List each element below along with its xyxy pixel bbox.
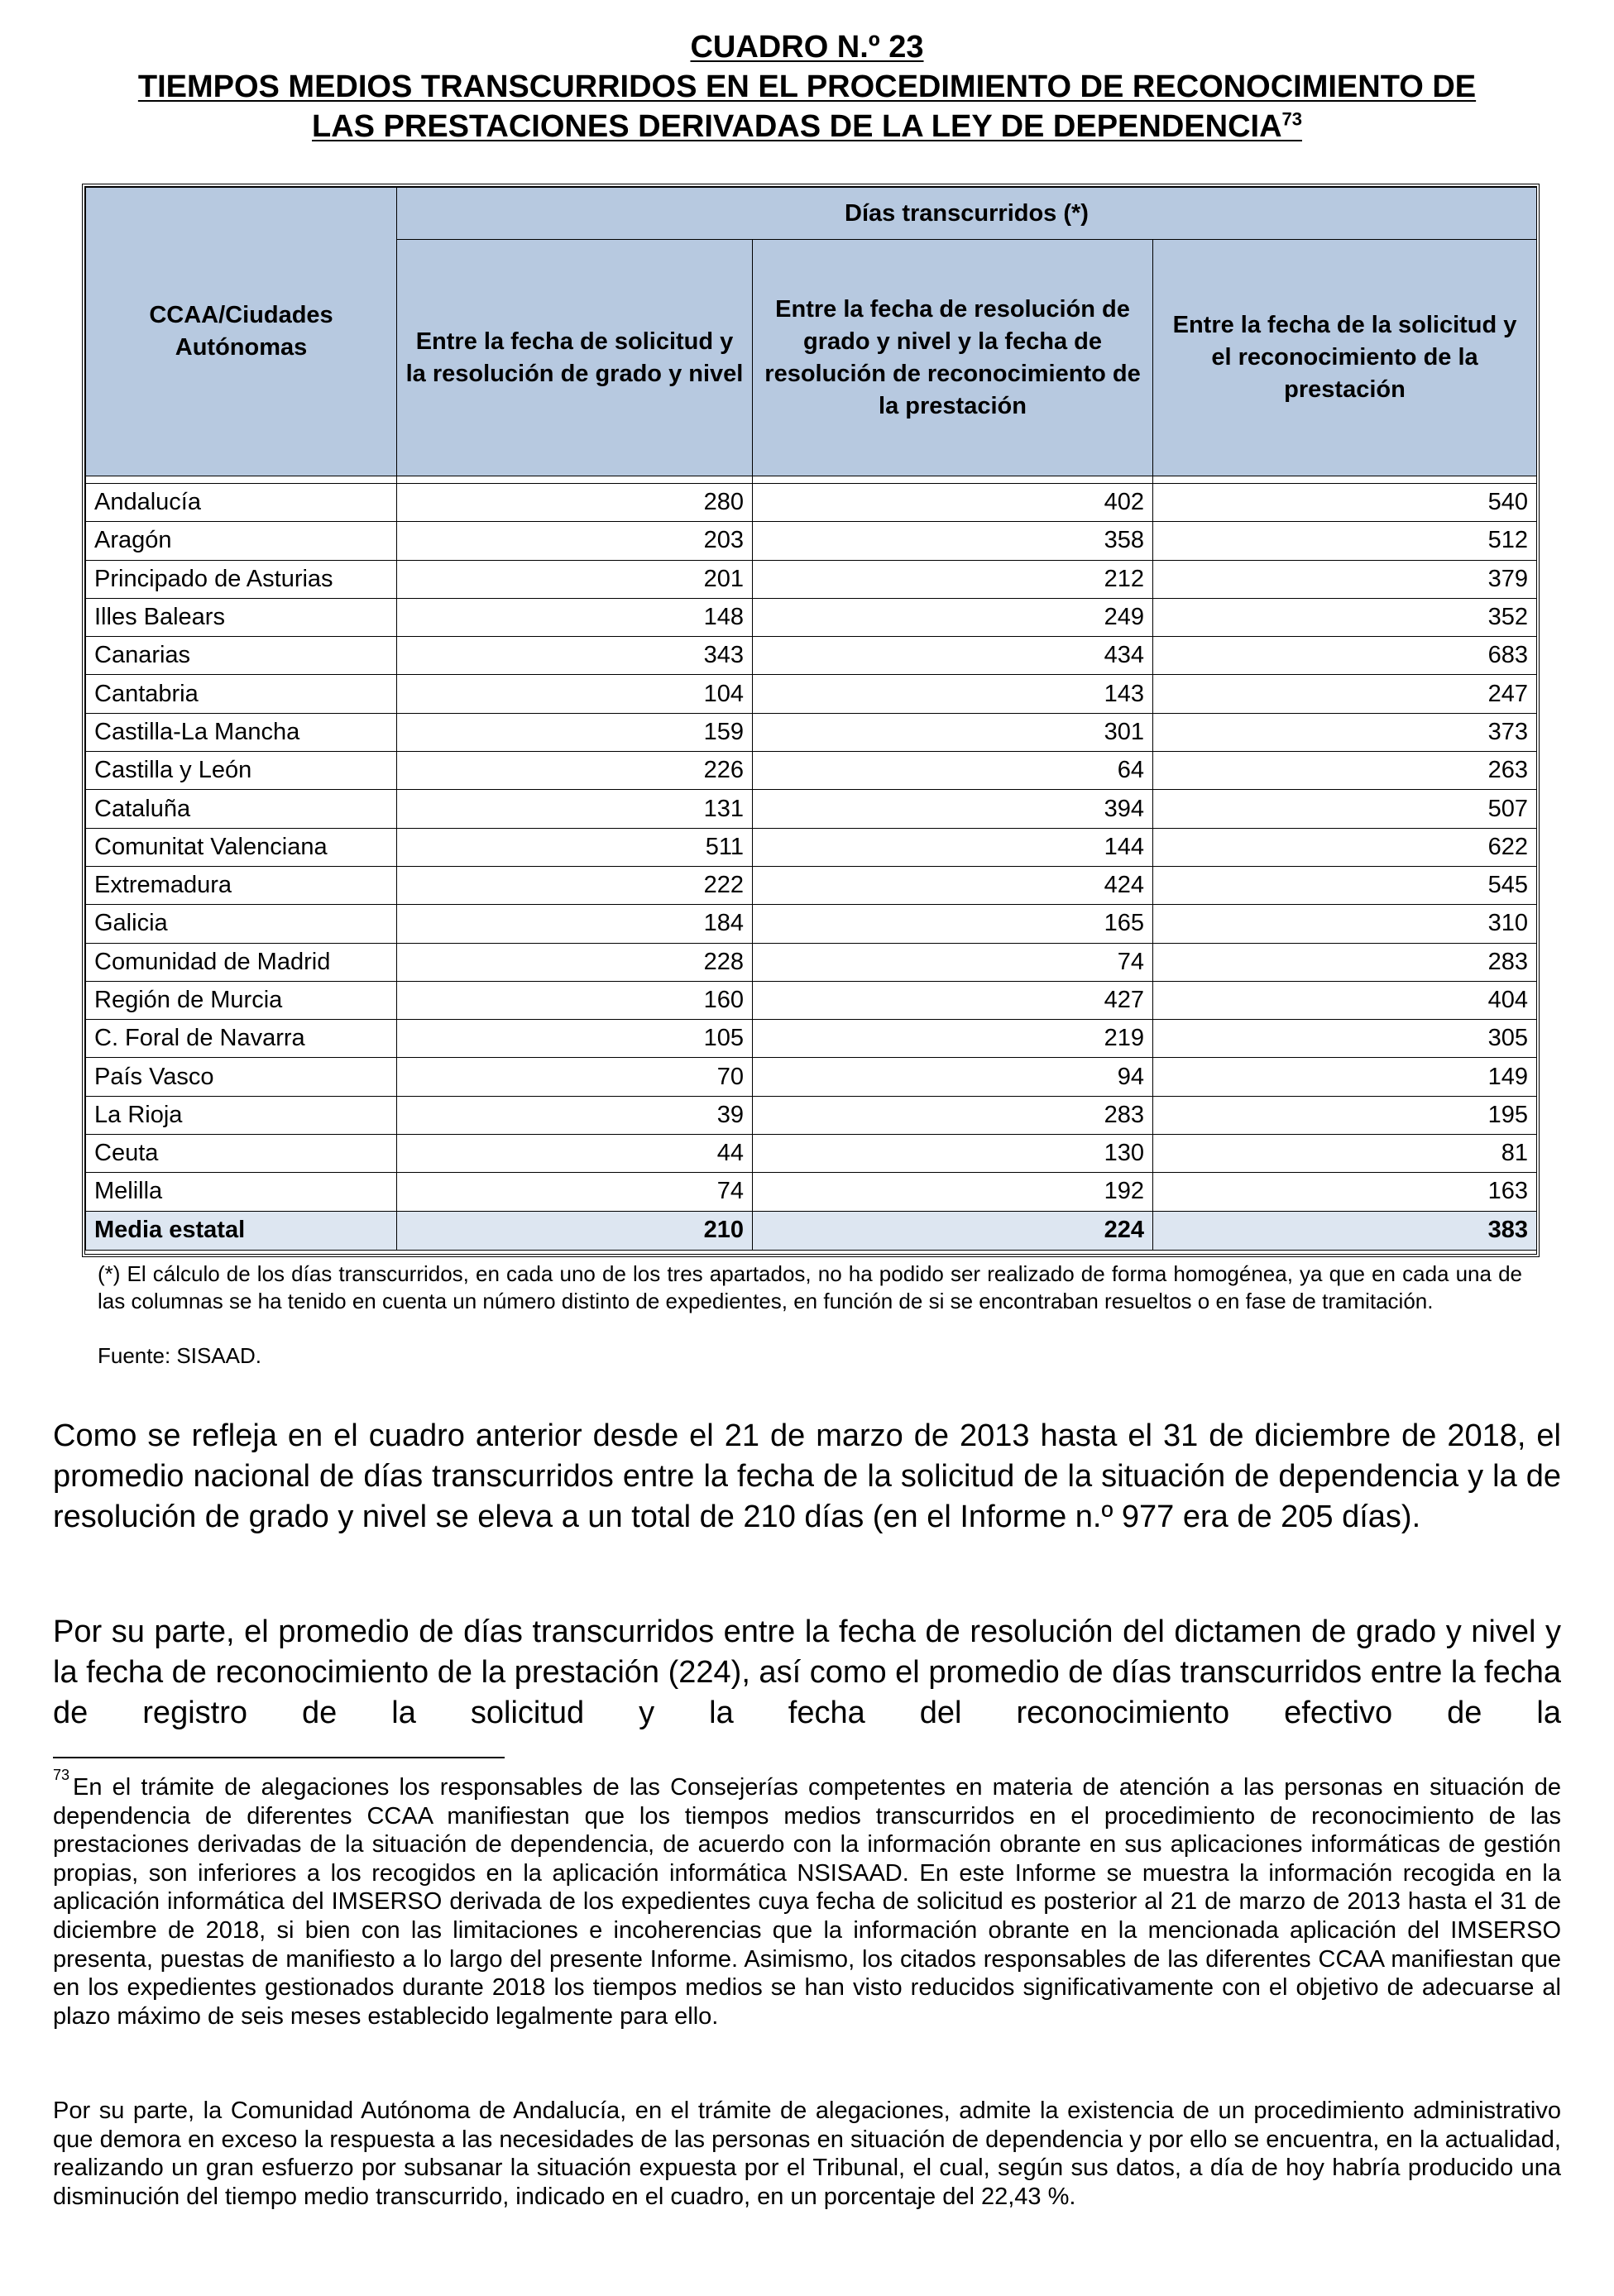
footnote-73-paragraph-2: Por su parte, la Comunidad Autónoma de Andalucía, en el trámite de alegaciones, admite la existencia de un procedimiento administrativo que demora en exceso la respuesta a las necesidades de las personas en situación de dependencia y por ello se encuentra, en la actualidad, realizando un gran esfuerzo por subsanar la situación expuesta por el Tribunal, el cual, según sus datos, a día de hoy habría producido una disminución del tiempo medio transcurrido, indicado en el cuadro, en un porcentaje del 22,43 %. <box>53 2097 1561 2210</box>
region-column-header: CCAA/Ciudades Autónomas <box>86 188 397 476</box>
region-cell: C. Foral de Navarra <box>86 1020 397 1058</box>
value-cell-col3: 352 <box>1153 598 1537 636</box>
value-cell-col3: 195 <box>1153 1096 1537 1134</box>
table-row <box>86 713 1537 751</box>
value-cell-col2: 249 <box>753 598 1153 636</box>
region-cell: Extremadura <box>86 866 397 904</box>
value-cell-col2: 402 <box>753 484 1153 522</box>
column-header-1: Entre la fecha de solicitud y la resolución de grado y nivel <box>397 240 753 476</box>
table-row <box>86 828 1537 866</box>
table-row <box>86 1058 1537 1096</box>
body-paragraph-1: Como se refleja en el cuadro anterior desde el 21 de marzo de 2013 hasta el 31 de diciembre de 2018, el promedio nacional de días transcurridos entre la fecha de la solicitud de la situación de dependencia y la de resolución de grado y nivel se eleva a un total de 210 días (en el Informe n.º 977 era de 205 días). <box>53 1418 1561 1534</box>
table-title-line-2 <box>50 106 1564 147</box>
table-title-line-1 <box>50 66 1564 108</box>
value-cell-col1: 511 <box>397 828 753 866</box>
table-title-line-2-text: LAS PRESTACIONES DERIVADAS DE LA LEY DE DEPENDENCIA <box>311 109 1282 144</box>
region-cell: Canarias <box>86 637 397 675</box>
value-cell-col1: 105 <box>397 1020 753 1058</box>
table-row <box>86 484 1537 522</box>
table-body <box>86 476 1537 1251</box>
value-cell-col1: 184 <box>397 905 753 943</box>
source-note: Fuente: SISAAD. <box>98 1343 261 1368</box>
region-cell: Castilla y León <box>86 752 397 790</box>
value-cell-col2: 192 <box>753 1173 1153 1211</box>
value-cell-col2: 143 <box>753 675 1153 713</box>
region-cell: La Rioja <box>86 1096 397 1134</box>
value-cell-col3: 622 <box>1153 828 1537 866</box>
table-title-line-1-text: TIEMPOS MEDIOS TRANSCURRIDOS EN EL PROCEDIMIENTO DE RECONOCIMIENTO DE <box>137 69 1477 104</box>
value-cell-col1: 228 <box>397 943 753 981</box>
region-cell: Región de Murcia <box>86 981 397 1019</box>
table-row <box>86 905 1537 943</box>
value-cell-col2: 358 <box>753 522 1153 560</box>
footnote-73-text-1: En el trámite de alegaciones los responsables de las Consejerías competentes en materia de atención a las personas en situación de dependencia de diferentes CCAA manifiestan que los tiempos medios transcurridos en el procedimiento de reconocimiento de las prestaciones derivadas de la situación de dependencia, de acuerdo con la información obrante en sus aplicaciones informáticas de gestión propias, son inferiores a los recogidos en la aplicación informática NSISAAD. En este Informe se muestra la información recogida en la aplicación informática del IMSERSO derivada de los expedientes cuya fecha de solicitud es posterior al 21 de marzo de 2013 hasta el 31 de diciembre de 2018, si bien con las limitaciones e incoherencias que la información obrante en la mencionada aplicación del IMSERSO presenta, puestas de manifiesto a lo largo del presente Informe. Asimismo, los citados responsables de las diferentes CCAA manifiestan que en los expedientes gestionados durante 2018 los tiempos medios se han visto reducidos significativamente con el objetivo de adecuarse al plazo máximo de seis meses establecido legalmente para ello. <box>53 1774 1561 2030</box>
value-cell-col3: 263 <box>1153 752 1537 790</box>
value-cell-col1: 39 <box>397 1096 753 1134</box>
value-cell-col3: 310 <box>1153 905 1537 943</box>
value-cell-col3: 81 <box>1153 1135 1537 1173</box>
data-table-frame <box>82 184 1540 1257</box>
table-row <box>86 866 1537 904</box>
value-cell-col2: 434 <box>753 637 1153 675</box>
footnote-separator <box>53 1757 505 1758</box>
value-cell-col3: 545 <box>1153 866 1537 904</box>
region-cell: Andalucía <box>86 484 397 522</box>
table-row <box>86 675 1537 713</box>
value-cell-col2: 64 <box>753 752 1153 790</box>
value-cell-col2: 144 <box>753 828 1153 866</box>
days-group-header: Días transcurridos (*) <box>397 188 1537 240</box>
value-cell-col2: 219 <box>753 1020 1153 1058</box>
total-row <box>86 1211 1537 1250</box>
value-cell-col3: 507 <box>1153 790 1537 828</box>
column-header-2: Entre la fecha de resolución de grado y nivel y la fecha de resolución de reconocimiento de la prestación <box>753 240 1153 476</box>
region-cell: Castilla-La Mancha <box>86 713 397 751</box>
region-cell: Aragón <box>86 522 397 560</box>
table-row <box>86 598 1537 636</box>
value-cell-col2: 94 <box>753 1058 1153 1096</box>
region-cell: Cantabria <box>86 675 397 713</box>
table-row <box>86 637 1537 675</box>
value-cell-col2: 301 <box>753 713 1153 751</box>
region-cell: Comunitat Valenciana <box>86 828 397 866</box>
value-cell-col2: 165 <box>753 905 1153 943</box>
value-cell-col2: 427 <box>753 981 1153 1019</box>
value-cell-col1: 159 <box>397 713 753 751</box>
table-row <box>86 560 1537 598</box>
total-value-col1: 210 <box>397 1211 753 1250</box>
value-cell-col3: 283 <box>1153 943 1537 981</box>
table-row <box>86 943 1537 981</box>
asterisk-note: (*) El cálculo de los días transcurridos, en cada uno de los tres apartados, no ha podido ser realizado de forma homogénea, ya que en cada una de las columnas se ha tenido en cuenta un número distinto de expedientes, en función de si se encontraban resueltos o en fase de tramitación. <box>98 1261 1522 1313</box>
value-cell-col2: 394 <box>753 790 1153 828</box>
value-cell-col1: 222 <box>397 866 753 904</box>
region-cell: Principado de Asturias <box>86 560 397 598</box>
table-spacer-row <box>86 476 1537 484</box>
total-label-cell: Media estatal <box>86 1211 397 1250</box>
region-cell: Comunidad de Madrid <box>86 943 397 981</box>
table-row <box>86 1173 1537 1211</box>
value-cell-col3: 512 <box>1153 522 1537 560</box>
footnote-ref-73[interactable]: 73 <box>1281 108 1302 130</box>
value-cell-col3: 683 <box>1153 637 1537 675</box>
region-cell: Galicia <box>86 905 397 943</box>
footnote-number: 73 <box>53 1767 70 1783</box>
waiting-times-table <box>85 187 1537 1251</box>
value-cell-col3: 540 <box>1153 484 1537 522</box>
value-cell-col2: 74 <box>753 943 1153 981</box>
body-paragraph-2: Por su parte, el promedio de días transcurridos entre la fecha de resolución del dictamen de grado y nivel y la fecha de reconocimiento de la prestación (224), así como el promedio de días transcurridos entre la fecha de registro de la solicitud y la fecha del reconocimiento efectivo de la <box>53 1614 1561 1730</box>
region-cell: Melilla <box>86 1173 397 1211</box>
value-cell-col1: 160 <box>397 981 753 1019</box>
value-cell-col3: 163 <box>1153 1173 1537 1211</box>
region-cell: Ceuta <box>86 1135 397 1173</box>
value-cell-col1: 280 <box>397 484 753 522</box>
total-value-col3: 383 <box>1153 1211 1537 1250</box>
table-row <box>86 1135 1537 1173</box>
table-row <box>86 1096 1537 1134</box>
value-cell-col2: 424 <box>753 866 1153 904</box>
region-cell: País Vasco <box>86 1058 397 1096</box>
table-row <box>86 752 1537 790</box>
table-number <box>50 26 1564 68</box>
region-cell: Cataluña <box>86 790 397 828</box>
table-row <box>86 790 1537 828</box>
value-cell-col1: 131 <box>397 790 753 828</box>
value-cell-col1: 226 <box>397 752 753 790</box>
value-cell-col1: 148 <box>397 598 753 636</box>
table-row <box>86 522 1537 560</box>
value-cell-col1: 201 <box>397 560 753 598</box>
table-row <box>86 1020 1537 1058</box>
value-cell-col3: 404 <box>1153 981 1537 1019</box>
value-cell-col1: 104 <box>397 675 753 713</box>
value-cell-col3: 305 <box>1153 1020 1537 1058</box>
value-cell-col2: 130 <box>753 1135 1153 1173</box>
value-cell-col1: 203 <box>397 522 753 560</box>
value-cell-col1: 343 <box>397 637 753 675</box>
region-cell: Illes Balears <box>86 598 397 636</box>
column-header-3: Entre la fecha de la solicitud y el reconocimiento de la prestación <box>1153 240 1537 476</box>
value-cell-col2: 283 <box>753 1096 1153 1134</box>
table-number-text: CUADRO N.º 23 <box>690 30 924 65</box>
value-cell-col3: 149 <box>1153 1058 1537 1096</box>
footnote-73-paragraph-1 <box>53 1767 1561 2031</box>
value-cell-col3: 373 <box>1153 713 1537 751</box>
value-cell-col3: 247 <box>1153 675 1537 713</box>
value-cell-col1: 74 <box>397 1173 753 1211</box>
value-cell-col2: 212 <box>753 560 1153 598</box>
value-cell-col3: 379 <box>1153 560 1537 598</box>
value-cell-col1: 44 <box>397 1135 753 1173</box>
table-row <box>86 981 1537 1019</box>
total-value-col2: 224 <box>753 1211 1153 1250</box>
value-cell-col1: 70 <box>397 1058 753 1096</box>
